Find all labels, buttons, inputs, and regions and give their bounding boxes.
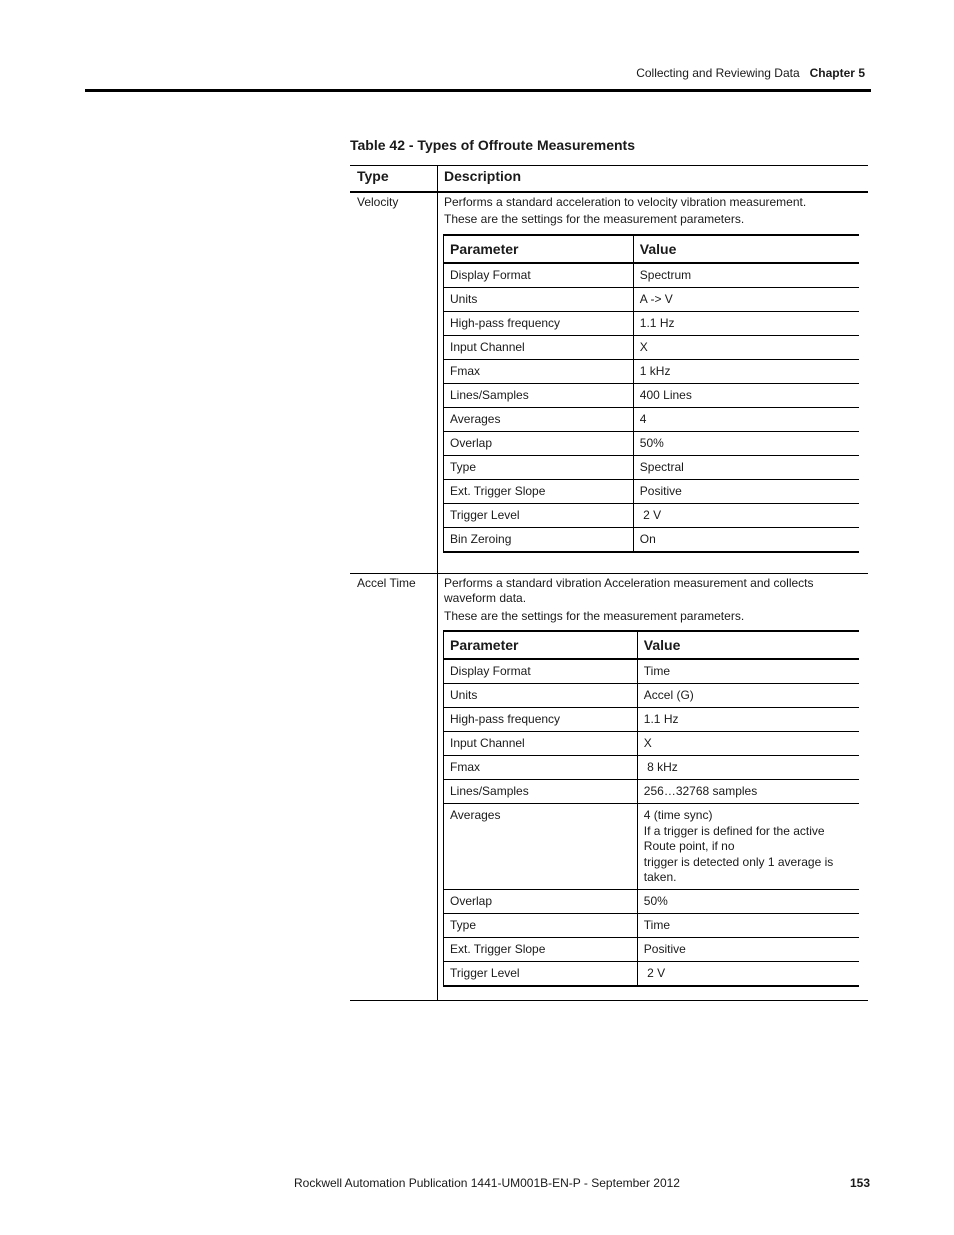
table-row	[444, 528, 860, 553]
column-header-value: Value	[637, 631, 859, 659]
parameter-value: Time	[637, 914, 859, 938]
parameter-value: 400 Lines	[633, 384, 859, 408]
parameter-name: Ext. Trigger Slope	[444, 480, 634, 504]
outer-table-header-border	[350, 191, 868, 193]
parameter-name: Lines/Samples	[444, 780, 638, 804]
parameter-value: Positive	[637, 938, 859, 962]
parameter-name: Ext. Trigger Slope	[444, 938, 638, 962]
parameter-value: On	[633, 528, 859, 553]
description-text: Performs a standard acceleration to velocity vibration measurement.	[444, 195, 807, 209]
parameter-value: Accel (G)	[637, 684, 859, 708]
parameter-name: Type	[444, 456, 634, 480]
table-row	[444, 804, 860, 890]
column-header-parameter: Parameter	[444, 235, 634, 263]
table-header-row	[444, 631, 860, 659]
parameter-name: High-pass frequency	[444, 708, 638, 732]
parameter-name: Overlap	[444, 890, 638, 914]
outer-table-row-divider	[350, 573, 868, 574]
table-row	[444, 408, 860, 432]
parameter-value: 1 kHz	[633, 360, 859, 384]
value-text: 4 (time sync)	[643, 808, 713, 822]
parameter-name: Overlap	[444, 432, 634, 456]
table-row	[444, 432, 860, 456]
parameter-value: A -> V	[633, 288, 859, 312]
parameter-name: Input Channel	[444, 732, 638, 756]
table-row	[444, 336, 860, 360]
table-header-row	[444, 235, 860, 263]
outer-table-bottom-border	[350, 1000, 868, 1001]
table-row	[444, 756, 860, 780]
table-row	[444, 456, 860, 480]
parameter-value: 2 V	[633, 504, 859, 528]
parameter-value	[637, 804, 859, 890]
value-note: trigger is detected only 1 average is taken.	[643, 855, 834, 884]
table-row	[444, 288, 860, 312]
row-type-velocity: Velocity	[357, 195, 399, 209]
table-row	[444, 914, 860, 938]
outer-table-top-border	[350, 165, 868, 166]
parameter-name: Units	[444, 288, 634, 312]
running-header	[636, 66, 865, 80]
table-row	[444, 360, 860, 384]
parameter-name: High-pass frequency	[444, 312, 634, 336]
parameter-name: Input Channel	[444, 336, 634, 360]
parameter-name: Lines/Samples	[444, 384, 634, 408]
parameter-name: Fmax	[444, 360, 634, 384]
table-row	[444, 263, 860, 288]
table-row	[444, 708, 860, 732]
table-row	[444, 890, 860, 914]
parameter-value: Spectral	[633, 456, 859, 480]
parameter-value: Positive	[633, 480, 859, 504]
parameter-name: Display Format	[444, 263, 634, 288]
parameter-value: 4	[633, 408, 859, 432]
column-header-parameter: Parameter	[444, 631, 638, 659]
page-number: 153	[849, 1176, 870, 1190]
parameter-name: Units	[444, 684, 638, 708]
table-row	[444, 732, 860, 756]
parameter-name: Bin Zeroing	[444, 528, 634, 553]
parameter-name: Averages	[444, 408, 634, 432]
parameter-value: Time	[637, 659, 859, 684]
parameter-name: Type	[444, 914, 638, 938]
table-row	[444, 659, 860, 684]
row-type-accel-time: Accel Time	[357, 576, 416, 590]
description-text: Performs a standard vibration Acceleration measurement and collects waveform data.	[444, 576, 814, 605]
table-caption: Table 42 - Types of Offroute Measurements	[350, 137, 635, 153]
table-row	[444, 384, 860, 408]
parameter-name: Fmax	[444, 756, 638, 780]
header-rule	[85, 89, 871, 92]
parameter-value: 1.1 Hz	[637, 708, 859, 732]
parameter-value: 50%	[633, 432, 859, 456]
table-row	[444, 962, 860, 987]
velocity-parameters-table	[443, 234, 859, 553]
parameter-value: 50%	[637, 890, 859, 914]
parameter-name: Display Format	[444, 659, 638, 684]
parameter-name: Trigger Level	[444, 504, 634, 528]
row-description-velocity	[444, 195, 859, 227]
outer-table-column-divider	[437, 165, 438, 1001]
column-header-description: Description	[444, 168, 522, 184]
row-description-accel-time	[444, 576, 859, 624]
column-header-value: Value	[633, 235, 859, 263]
table-row	[444, 480, 860, 504]
parameter-name: Averages	[444, 804, 638, 890]
parameter-name: Trigger Level	[444, 962, 638, 987]
parameter-value: X	[637, 732, 859, 756]
parameter-value: 8 kHz	[637, 756, 859, 780]
parameter-value: 2 V	[637, 962, 859, 987]
value-note: If a trigger is defined for the active Route point, if no	[643, 824, 825, 853]
table-row	[444, 684, 860, 708]
chapter-label: Chapter 5	[809, 66, 865, 80]
parameter-value: 1.1 Hz	[633, 312, 859, 336]
table-row	[444, 938, 860, 962]
accel-time-parameters-table	[443, 630, 859, 987]
table-row	[444, 312, 860, 336]
parameter-value: X	[633, 336, 859, 360]
parameter-value: 256…32768 samples	[637, 780, 859, 804]
publication-footer: Rockwell Automation Publication 1441-UM001B-EN-P - September 2012	[294, 1176, 680, 1190]
description-text: These are the settings for the measurement parameters.	[444, 212, 745, 226]
description-text: These are the settings for the measurement parameters.	[444, 609, 745, 623]
table-row	[444, 504, 860, 528]
column-header-type: Type	[357, 168, 389, 184]
parameter-value: Spectrum	[633, 263, 859, 288]
section-title: Collecting and Reviewing Data	[636, 66, 800, 80]
table-row	[444, 780, 860, 804]
